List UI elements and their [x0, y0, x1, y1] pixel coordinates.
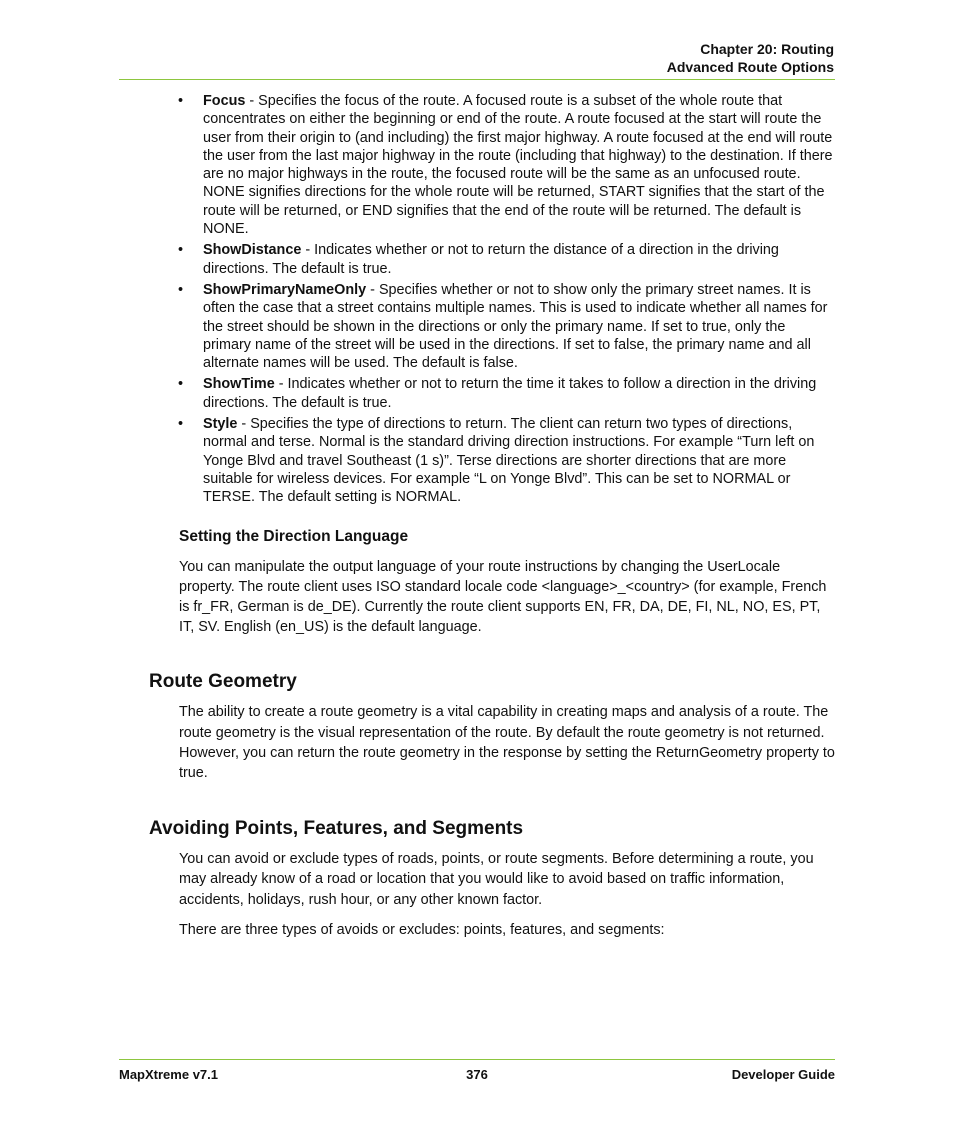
page-body	[149, 92, 835, 940]
bullet-icon: •	[178, 93, 184, 109]
avoiding-heading: Avoiding Points, Features, and Segments	[149, 818, 524, 840]
bullet-icon: •	[178, 416, 184, 433]
bullet-icon: •	[178, 376, 184, 393]
property-term: ShowPrimaryNameOnly	[203, 281, 367, 298]
product-name: MapXtreme v7.1	[119, 1067, 218, 1082]
property-description: - Indicates whether or not to return the time it takes to follow a direction in the driving directions. The default is true.	[203, 376, 817, 411]
property-description: - Indicates whether or not to return the distance of a direction in the driving directions. The default is true.	[203, 242, 779, 277]
route-geometry-paragraph: The ability to create a route geometry is a vital capability in creating maps and analysis of a route. The route geometry is the visual representation of the route. By default the route geometry is not returned. However, you can return the route geometry in the response by setting the ReturnGeometry property to true.	[179, 704, 835, 781]
list-item	[178, 415, 835, 506]
running-header	[667, 40, 834, 76]
header-rule	[119, 79, 835, 80]
property-list	[149, 92, 835, 507]
list-item	[178, 281, 835, 372]
list-item	[178, 375, 835, 412]
route-geometry-heading: Route Geometry	[149, 671, 297, 693]
property-term: Focus	[203, 93, 246, 109]
direction-language-heading: Setting the Direction Language	[179, 527, 409, 545]
property-term: ShowDistance	[203, 242, 302, 259]
property-description: - Specifies whether or not to show only the primary street names. It is often the case that a street contains multiple names. This is used to indicate whether all names for the street should be shown in the directions or only the primary name. If set to true, only the primary name of the street will be used in the directions. If set to false, the primary name and all alternate names will be used. The default is false.	[203, 281, 828, 372]
direction-language-paragraph: You can manipulate the output language of your route instructions by changing the UserLocale property. The route client uses ISO standard locale code <language>_<country> (for example, French is fr_FR, German is de_DE). Currently the route client supports EN, FR, DA, DE, FI, NL, NO, ES, PT, IT, SV. English (en_US) is the default language.	[179, 558, 827, 636]
bullet-icon: •	[178, 281, 184, 298]
property-term: Style	[203, 416, 238, 433]
property-term: ShowTime	[203, 376, 275, 393]
list-item	[178, 241, 835, 278]
list-item	[178, 92, 835, 238]
property-description: - Specifies the type of directions to return. The client can return two types of directions, normal and terse. Normal is the standard driving direction instructions. For example “Turn left on Yonge Blvd and travel Southeast (1 s)”. Terse directions are shorter directions that are more suitable for wireless devices. For example “L on Yonge Blvd”. This can be set to NORMAL or TERSE. The default setting is NORMAL.	[203, 416, 815, 506]
footer-rule	[119, 1059, 835, 1060]
bullet-icon: •	[178, 242, 184, 259]
guide-name: Developer Guide	[731, 1067, 835, 1082]
page-number: 376	[466, 1067, 488, 1082]
avoiding-paragraph: You can avoid or exclude types of roads, points, or route segments. Before determining a route, you may already know of a road or location that you would like to avoid based on traffic information, accidents, holidays, rush hour, or any other known factor.	[179, 851, 814, 908]
property-description: - Specifies the focus of the route. A focused route is a subset of the whole route that concentrates on either the beginning or end of the route. A route focused at the start will route the user from their origin to (and including) the first major highway. A route focused at the end will route the user from the last major highway in the route (including that highway) to the destination. If there are no major highways in the route, the focused route will be the same as an unfocused route. NONE signifies directions for the whole route will be returned, START signifies that the start of the route will be returned, or END signifies that the end of the route will be returned. The default is NONE.	[203, 93, 833, 238]
avoid-types-paragraph: There are three types of avoids or excludes: points, features, and segments:	[179, 921, 665, 938]
section-title-header: Advanced Route Options	[666, 59, 834, 75]
chapter-title: Chapter 20: Routing	[700, 41, 834, 57]
